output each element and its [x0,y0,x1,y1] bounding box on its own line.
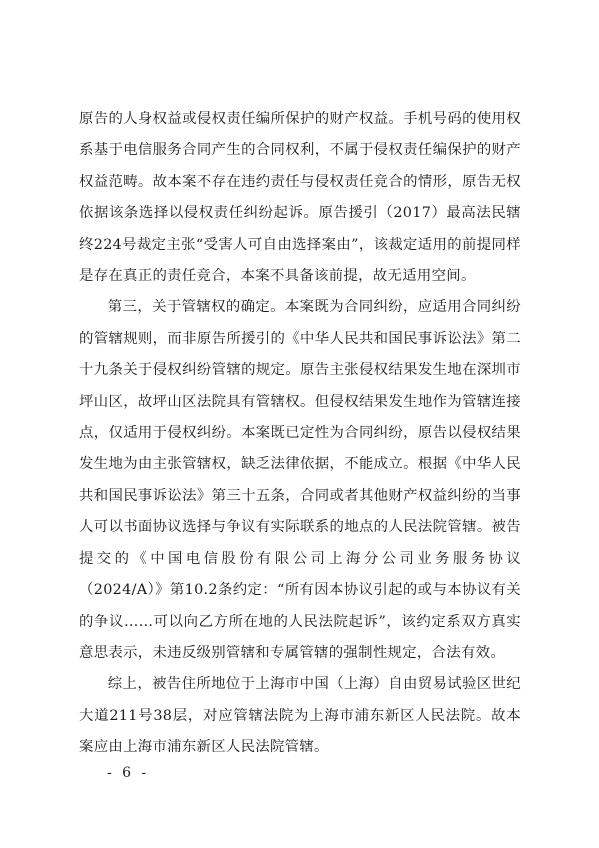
paragraph-conclusion: 综上，被告住所地位于上海市中国（上海）自由贸易试验区世纪大道211号38层，对应管辖法院为上海市浦东新区人民法院。故本案应由上海市浦东新区人民法院管辖。 [79,676,521,756]
document-body [79,104,521,764]
paragraph-jurisdiction: 第三，关于管辖权的确定。本案既为合同纠纷，应适用合同纠纷的管辖规则，而非原告所援引的《中华人民共和国民事诉讼法》第二十九条关于侵权纠纷管辖的规定。原告主张侵权结果发生地在深圳市坪山区，故坪山区法院具有管辖权。但侵权结果发生地作为管辖连接点，仅适用于侵权纠纷。本案既已定性为合同纠纷，原告以侵权结果发生地为由主张管辖权，缺乏法律依据，不能成立。根据《中华人民共和国民事诉讼法》第三十五条，合同或者其他财产权益纠纷的当事人可以书面协议选择与争议有实际联系的地点的人民法院管辖。被告提交的《中国电信股份有限公司上海分公司业务服务协议（2024/A）》第10.2条约定：“所有因本协议引起的或与本协议有关的争议……可以向乙方所在地的人民法院起诉”，该约定系双方真实意思表示，未违反级别管辖和专属管辖的强制性规定，合法有效。 [79,299,521,661]
paragraph-continuation: 原告的人身权益或侵权责任编所保护的财产权益。手机号码的使用权系基于电信服务合同产生的合同权利，不属于侵权责任编保护的财产权益范畴。故本案不存在违约责任与侵权责任竞合的情形，原告无权依据该条选择以侵权责任纠纷起诉。原告援引（2017）最高法民辖终224号裁定主张“受害人可自由选择案由”，该裁定适用的前提同样是存在真正的责任竞合，本案不具备该前提，故无适用空间。 [79,111,521,285]
page-number: - 6 - [107,765,150,781]
